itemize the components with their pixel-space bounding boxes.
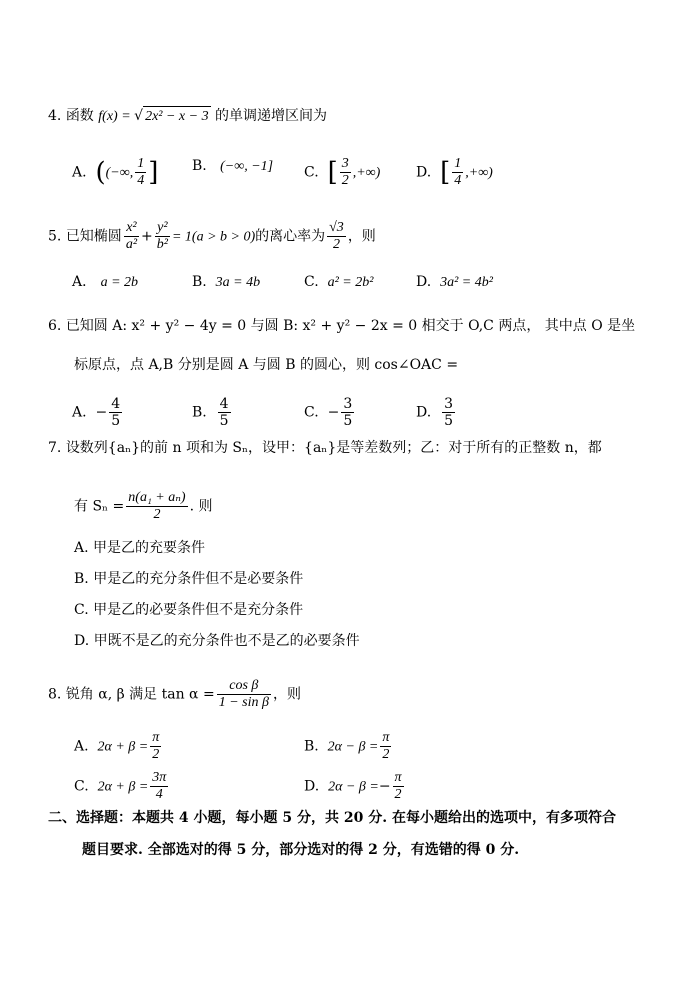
question-7: 7. 设数列{aₙ}的前 n 项和为 Sₙ，设甲：{aₙ}是等差数列；乙：对于所有的正整数 n，都 [48, 440, 602, 456]
q7-option-d: D. 甲既不是乙的充分条件也不是乙的必要条件 [74, 633, 360, 649]
q7-option-c: C. 甲是乙的必要条件但不是充分条件 [74, 602, 304, 618]
question-7-line2: 有 Sₙ = $\frac{\text{n(a₁ + aₙ)}}{2}$ . 则 [74, 490, 213, 522]
q6-option-c: C. − $\frac{3}{5}$ [304, 396, 353, 429]
question-8: 8. 锐角 α, β 满足 tan α = $\frac{\text{cos β}}{\text{1 − sin β}}$ ，则 [48, 678, 301, 710]
q8-option-b: B. 2α − β = $\frac{\pi}{2}$ [304, 730, 390, 762]
q7-option-b: B. 甲是乙的充分条件但不是必要条件 [74, 571, 304, 587]
section-2-heading: 二、选择题：本题共 4 小题，每小题 5 分，共 20 分. 在每小题给出的选项中，有多项符合 [48, 810, 616, 826]
question-6: 6. 已知圆 A: x² + y² − 4y = 0 与圆 B: x² + y² − 2x = 0 相交于 O,C 两点， 其中点 O 是坐 [48, 318, 636, 334]
q5-option-c: C. a² = 2b² [304, 274, 374, 290]
question-5: 5. 已知椭圆 $\frac{\text{x²}}{\text{a²}}$ + $\frac{\text{y²}}{\text{b²}}$ = 1(a > b > 0)的离心率为 $\frac{√3}{2}$ ，则 [48, 220, 376, 252]
section-2-instructions: 题目要求. 全部选对的得 5 分，部分选对的得 2 分，有选错的得 0 分. [82, 842, 520, 858]
q4-radicand: 2x² − x − 3 [143, 106, 211, 127]
q8-option-a: A. 2α + β = $\frac{\pi}{2}$ [74, 730, 160, 762]
q6-option-a: A. − $\frac{4}{5}$ [72, 396, 121, 429]
q4-suffix: 的单调递增区间为 [215, 108, 328, 124]
q7-option-a: A. 甲是乙的充要条件 [74, 540, 206, 556]
q6-option-d: D. $\frac{3}{5}$ [416, 396, 454, 429]
q4-option-d: D. [ $\frac{1}{4}$ ,+∞) [416, 156, 493, 188]
q8-option-d: D. 2α − β =− $\frac{\pi}{2}$ [304, 770, 402, 802]
q5-option-b: B. 3a = 4b [192, 274, 261, 290]
question-4: 4. 函数 f(x) = √ 2x² − x − 3 的单调递增区间为 [48, 106, 327, 127]
q4-number: 4. [48, 108, 62, 124]
q5-option-a: A． a = 2b [72, 274, 139, 290]
question-6-line2: 标原点，点 A,B 分别是圆 A 与圆 B 的圆心，则 cos∠OAC = [74, 357, 459, 373]
q4-option-c: C. [ $\frac{3}{2}$ ,+∞) [304, 156, 381, 188]
q4-prefix: 函数 [65, 108, 94, 124]
q6-option-b: B. $\frac{4}{5}$ [192, 396, 229, 429]
q4-option-b: B. (−∞, −1] [192, 158, 274, 174]
q5-option-d: D. 3a² = 4b² [416, 274, 493, 290]
q4-func: f(x) = [98, 109, 135, 124]
q4-option-a: A. ((−∞, $\frac{1}{4}$ ] [72, 156, 159, 188]
q8-option-c: C. 2α + β = $\frac{3\pi}{4}$ [74, 770, 167, 802]
